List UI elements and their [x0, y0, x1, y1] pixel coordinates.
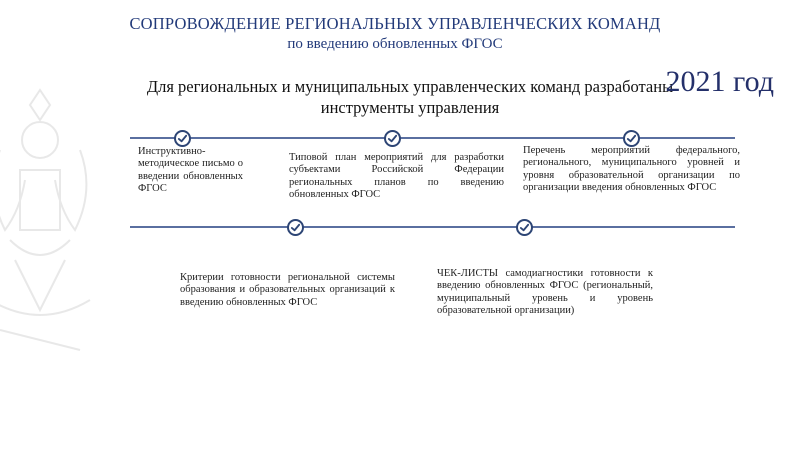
tool-card-letter: Инструктивно-методическое письмо о введении обновленных ФГОС	[138, 146, 243, 195]
timeline-bottom	[130, 226, 735, 228]
coat-of-arms-watermark	[0, 70, 100, 370]
tool-card-plan: Типовой план мероприятий для разработки субъектами Российской Федерации региональных планов по введению обновленных ФГОС	[289, 152, 504, 201]
check-circle-icon	[287, 219, 304, 236]
check-circle-icon	[516, 219, 533, 236]
check-circle-icon	[384, 130, 401, 147]
tool-card-measures: Перечень мероприятий федерального, регионального, муниципального уровней и уровня образовательной организации по организации введения обновленных ФГОС	[523, 145, 740, 194]
year-label: 2021 год	[665, 65, 774, 98]
header-subtitle: по введению обновленных ФГОС	[287, 36, 503, 52]
header-title: СОПРОВОЖДЕНИЕ РЕГИОНАЛЬНЫХ УПРАВЛЕНЧЕСКИХ КОМАНД	[129, 14, 661, 33]
check-circle-icon	[174, 130, 191, 147]
tool-card-criteria: Критерии готовности региональной системы образования и образовательных организаций к введению обновленных ФГОС	[180, 272, 395, 308]
subheading: Для региональных и муниципальных управленческих команд разработаны инструменты управления	[146, 77, 674, 117]
timeline-top	[130, 137, 735, 139]
tool-card-checklists: ЧЕК-ЛИСТЫ самодиагностики готовности к введению обновленных ФГОС (региональный, муниципальный уровень и уровень образовательной организации)	[437, 268, 653, 317]
